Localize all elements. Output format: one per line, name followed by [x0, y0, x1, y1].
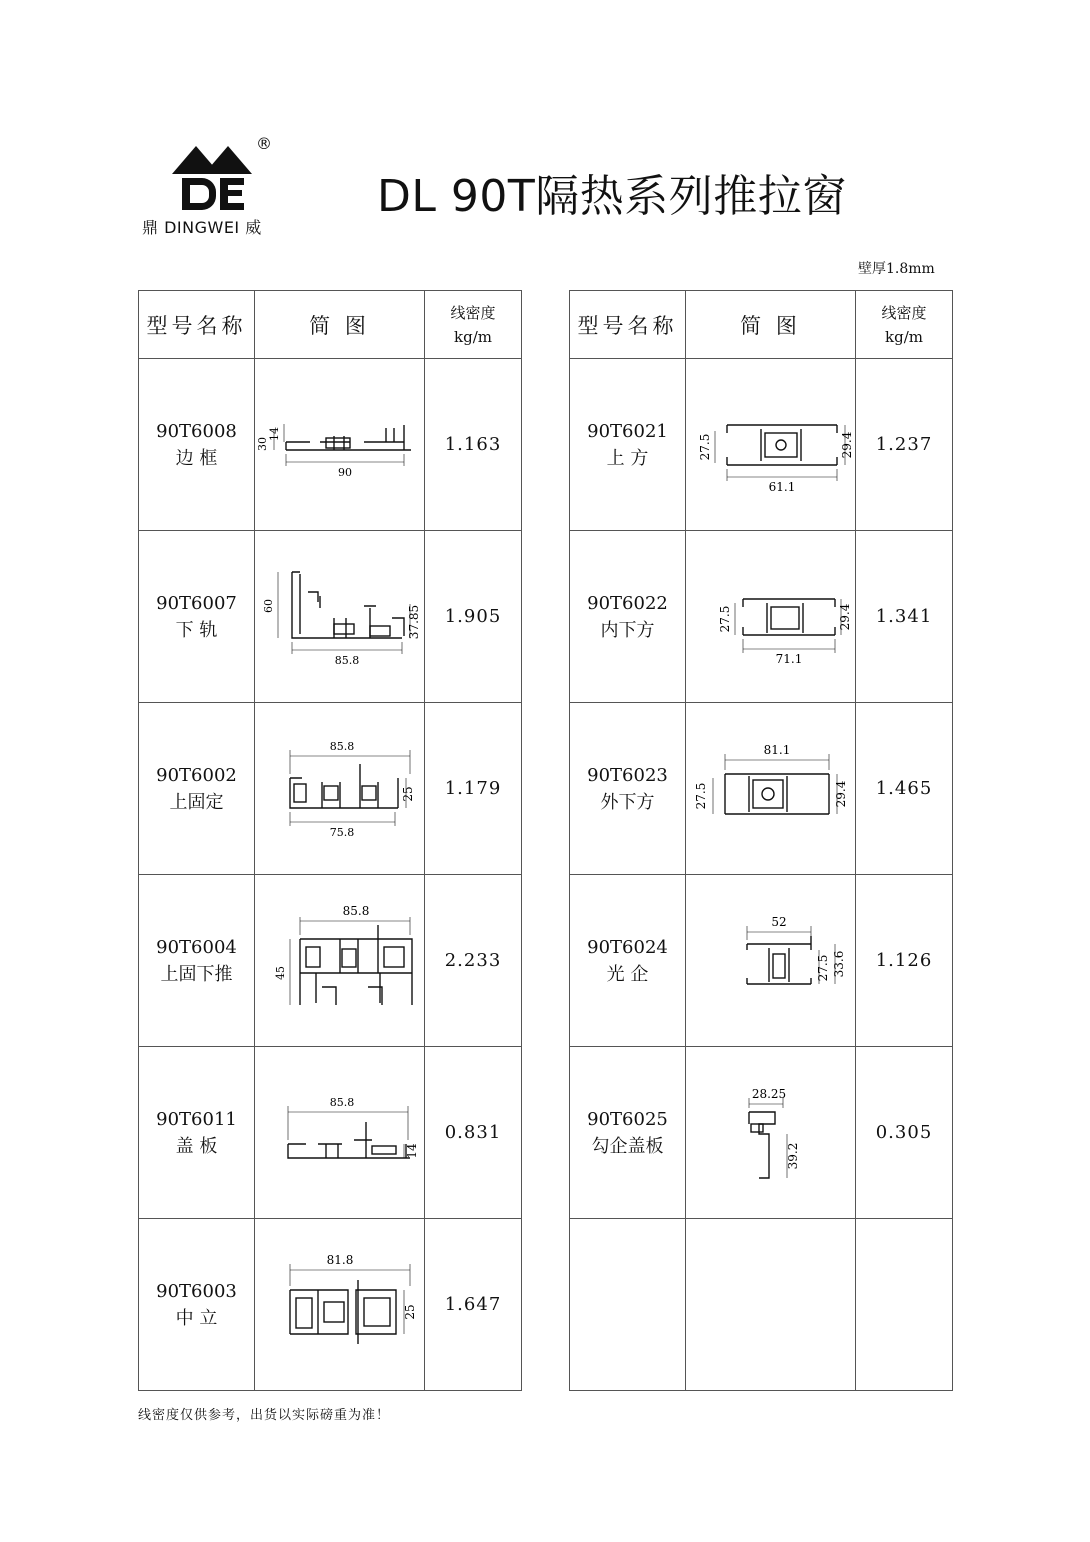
model-cell	[570, 703, 686, 875]
figure-cell	[255, 1219, 425, 1391]
model-cell	[570, 531, 686, 703]
profile-sketch	[691, 567, 851, 667]
figure-cell	[686, 1047, 856, 1219]
part-name: 内下方	[600, 619, 655, 641]
right-spec-table	[569, 290, 953, 1391]
dimension-label: 37.85	[406, 604, 421, 639]
profile-sketch	[691, 906, 851, 1016]
model-cell	[139, 1047, 255, 1219]
profile-sketch	[691, 395, 854, 495]
density-value: 2.233	[425, 875, 522, 1047]
wall-thickness: 壁厚1.8mm	[858, 261, 935, 277]
header-figure: 简 图	[686, 291, 856, 359]
dimension-label: 33.6	[831, 950, 846, 977]
density-value: 1.163	[425, 359, 522, 531]
header-figure: 简 图	[255, 291, 425, 359]
table-row	[570, 1219, 953, 1391]
header-density: 线密度 kg/m	[425, 291, 522, 359]
density-value: 0.831	[425, 1047, 522, 1219]
dimension-label: 29.4	[837, 603, 852, 630]
part-name: 上固定	[169, 791, 224, 813]
model-cell	[570, 359, 686, 531]
model-cell	[139, 703, 255, 875]
dimension-label: 14	[404, 1142, 419, 1159]
figure-cell	[686, 1219, 856, 1391]
dimension-label: 27.5	[815, 954, 830, 981]
dimension-label: 14	[267, 426, 281, 441]
table-row	[139, 1219, 522, 1391]
table-row	[139, 531, 522, 703]
dimension-label: 85.8	[329, 1095, 354, 1109]
page-title: DL 90T隔热系列推拉窗	[377, 171, 847, 222]
table-row	[139, 359, 522, 531]
footnote: 线密度仅供参考，出货以实际磅重为准！	[138, 1408, 391, 1423]
density-value: 0.305	[856, 1047, 953, 1219]
part-name: 中 立	[175, 1307, 218, 1329]
model-cell	[139, 359, 255, 531]
figure-cell	[255, 531, 425, 703]
part-name: 盖 板	[175, 1135, 218, 1157]
dimension-label: 85.8	[342, 903, 369, 918]
table-row	[570, 359, 953, 531]
profile-sketch	[260, 1250, 420, 1360]
part-name: 勾企盖板	[591, 1135, 664, 1157]
part-name: 光 企	[606, 963, 649, 985]
table-header-row	[570, 291, 953, 359]
table-row	[139, 703, 522, 875]
model-code: 90T6021	[587, 420, 668, 442]
header-name: 型号名称	[139, 291, 255, 359]
part-name: 下 轨	[175, 619, 218, 641]
figure-cell	[255, 703, 425, 875]
figure-cell	[686, 875, 856, 1047]
model-code: 90T6002	[156, 764, 237, 786]
dimension-label: 39.2	[785, 1142, 800, 1169]
dimension-label: 27.5	[717, 605, 732, 632]
brand-name: 鼎 DINGWEI 威	[142, 218, 262, 237]
part-name: 边 框	[175, 447, 218, 469]
dimension-label: 90	[337, 465, 352, 479]
table-header-row	[139, 291, 522, 359]
profile-sketch	[691, 734, 851, 844]
dimension-label: 75.8	[329, 825, 354, 839]
dimension-label: 27.5	[697, 433, 712, 460]
dimension-label: 52	[770, 914, 787, 929]
table-row	[139, 875, 522, 1047]
part-name: 上 方	[606, 447, 649, 469]
dimension-label: 45	[273, 965, 287, 980]
model-code: 90T6011	[156, 1108, 237, 1130]
model-code: 90T6023	[587, 764, 668, 786]
profile-sketch	[260, 1088, 420, 1178]
registered-mark: ®	[256, 134, 272, 153]
table-row	[570, 1047, 953, 1219]
model-code: 90T6007	[156, 592, 237, 614]
dimension-label: 29.4	[833, 780, 848, 807]
model-code: 90T6025	[587, 1108, 668, 1130]
model-cell	[570, 1219, 686, 1391]
density-value: 1.905	[425, 531, 522, 703]
model-code: 90T6004	[156, 936, 237, 958]
profile-sketch	[260, 901, 420, 1021]
dimension-label: 29.4	[839, 431, 854, 458]
dimension-label: 61.1	[768, 479, 795, 494]
model-cell	[139, 875, 255, 1047]
model-cell	[570, 1047, 686, 1219]
figure-cell	[686, 359, 856, 531]
table-row	[570, 703, 953, 875]
part-name: 外下方	[600, 791, 655, 813]
model-code: 90T6008	[156, 420, 237, 442]
model-code: 90T6022	[587, 592, 668, 614]
figure-cell	[686, 531, 856, 703]
figure-cell	[255, 1047, 425, 1219]
density-value: 1.237	[856, 359, 953, 531]
figure-cell	[255, 359, 425, 531]
dimension-label: 25	[400, 785, 415, 802]
density-value: 1.126	[856, 875, 953, 1047]
density-value: 1.465	[856, 703, 953, 875]
profile-sketch	[255, 400, 420, 490]
model-cell	[139, 1219, 255, 1391]
model-code: 90T6024	[587, 936, 668, 958]
dimension-label: 85.8	[334, 653, 359, 667]
left-spec-table	[138, 290, 522, 1391]
table-row	[570, 531, 953, 703]
dimension-label: 25	[402, 1303, 417, 1320]
dimension-label: 27.5	[693, 782, 708, 809]
dimension-label: 30	[255, 436, 269, 451]
figure-cell	[255, 875, 425, 1047]
figure-cell	[686, 703, 856, 875]
dimension-label: 81.1	[763, 742, 790, 757]
part-name: 上固下推	[160, 963, 233, 985]
density-value: 1.179	[425, 703, 522, 875]
table-row	[570, 875, 953, 1047]
density-value: 1.647	[425, 1219, 522, 1391]
dimension-label: 85.8	[329, 739, 354, 753]
model-code: 90T6003	[156, 1280, 237, 1302]
dimension-label: 60	[261, 598, 275, 613]
model-cell	[570, 875, 686, 1047]
density-value: 1.341	[856, 531, 953, 703]
profile-sketch	[691, 1078, 851, 1188]
dimension-label: 81.8	[326, 1252, 353, 1267]
profile-sketch	[260, 562, 420, 672]
header-name: 型号名称	[570, 291, 686, 359]
model-cell	[139, 531, 255, 703]
table-row	[139, 1047, 522, 1219]
dimension-label: 28.25	[751, 1086, 786, 1101]
dimension-label: 71.1	[775, 651, 802, 666]
header-density: 线密度 kg/m	[856, 291, 953, 359]
profile-sketch	[260, 734, 420, 844]
density-value	[856, 1219, 953, 1391]
